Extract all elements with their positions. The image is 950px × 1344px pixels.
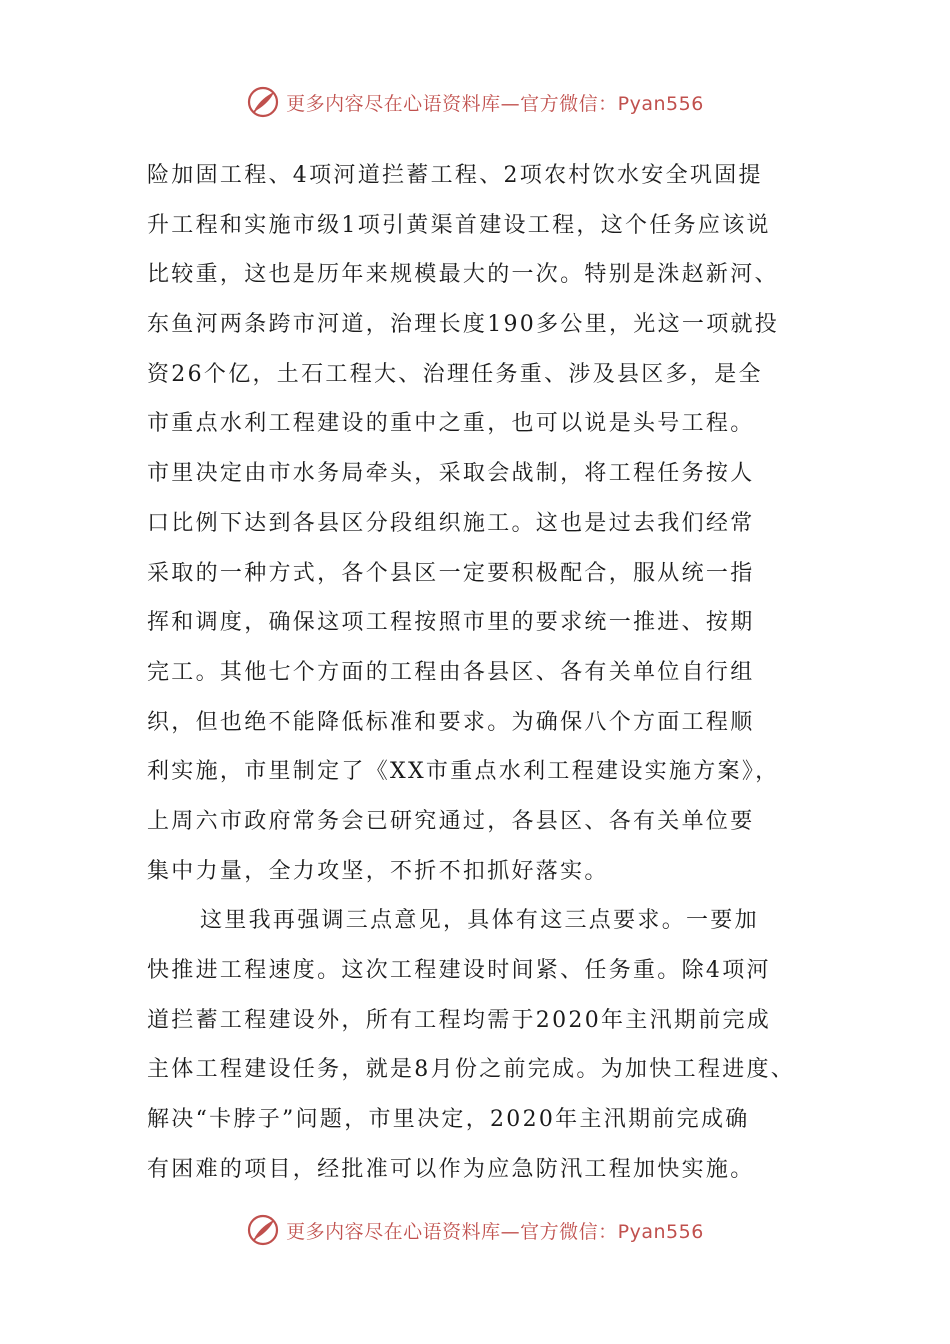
text-line: 口比例下达到各县区分段组织施工。这也是过去我们经常 (147, 510, 755, 536)
text-line: 快推进工程速度。这次工程建设时间紧、任务重。除4项河 (147, 958, 771, 983)
text-line: 有困难的项目，经批准可以作为应急防汛工程加快实施。 (147, 1156, 755, 1182)
banner-slogan: 更多内容尽在心语资料库—官方微信：Pyan556 (286, 92, 704, 115)
text-line: 道拦蓄工程建设外，所有工程均需于2020年主汛期前完成 (147, 1007, 772, 1033)
text-line: 升工程和实施市级1项引黄渠首建设工程，这个任务应该说 (147, 212, 771, 238)
text-line: 险加固工程、4项河道拦蓄工程、2项农村饮水安全巩固提 (147, 163, 763, 188)
text-line: 市里决定由市水务局牵头，采取会战制，将工程任务按人 (147, 461, 755, 487)
text-line: 解决“卡脖子”问题，市里决定，2020年主汛期前完成确 (147, 1107, 750, 1133)
text-line: 上周六市政府常务会已研究通过，各县区、各有关单位要 (147, 808, 755, 834)
footer-banner (0, 1210, 950, 1250)
text-line: 采取的一种方式，各个县区一定要积极配合，服从统一指 (147, 560, 755, 586)
text-line: 市重点水利工程建设的重中之重，也可以说是头号工程。 (147, 411, 755, 437)
text-line: 织，但也绝不能降低标准和要求。为确保八个方面工程顺 (147, 709, 755, 735)
document-body (147, 151, 827, 1194)
text-line: 东鱼河两条跨市河道，治理长度190多公里，光这一项就投 (147, 312, 780, 338)
text-line: 资26个亿，土石工程大、治理任务重、涉及县区多，是全 (147, 361, 763, 387)
header-banner (0, 82, 950, 122)
text-line: 主体工程建设任务，就是8月份之前完成。为加快工程进度、 (147, 1057, 796, 1083)
quill-logo-icon (246, 1213, 280, 1247)
text-line: 比较重，这也是历年来规模最大的一次。特别是洙赵新河、 (147, 262, 779, 288)
quill-logo-icon (246, 85, 280, 119)
text-line: 挥和调度，确保这项工程按照市里的要求统一推进、按期 (147, 610, 755, 636)
text-line: 完工。其他七个方面的工程由各县区、各有关单位自行组 (147, 659, 755, 685)
text-line: 利实施，市里制定了《XX市重点水利工程建设实施方案》， (147, 759, 780, 785)
text-line: 这里我再强调三点意见，具体有这三点要求。一要加 (200, 908, 759, 934)
text-line: 集中力量，全力攻坚，不折不扣抓好落实。 (147, 858, 609, 884)
banner-slogan: 更多内容尽在心语资料库—官方微信：Pyan556 (286, 1220, 704, 1243)
